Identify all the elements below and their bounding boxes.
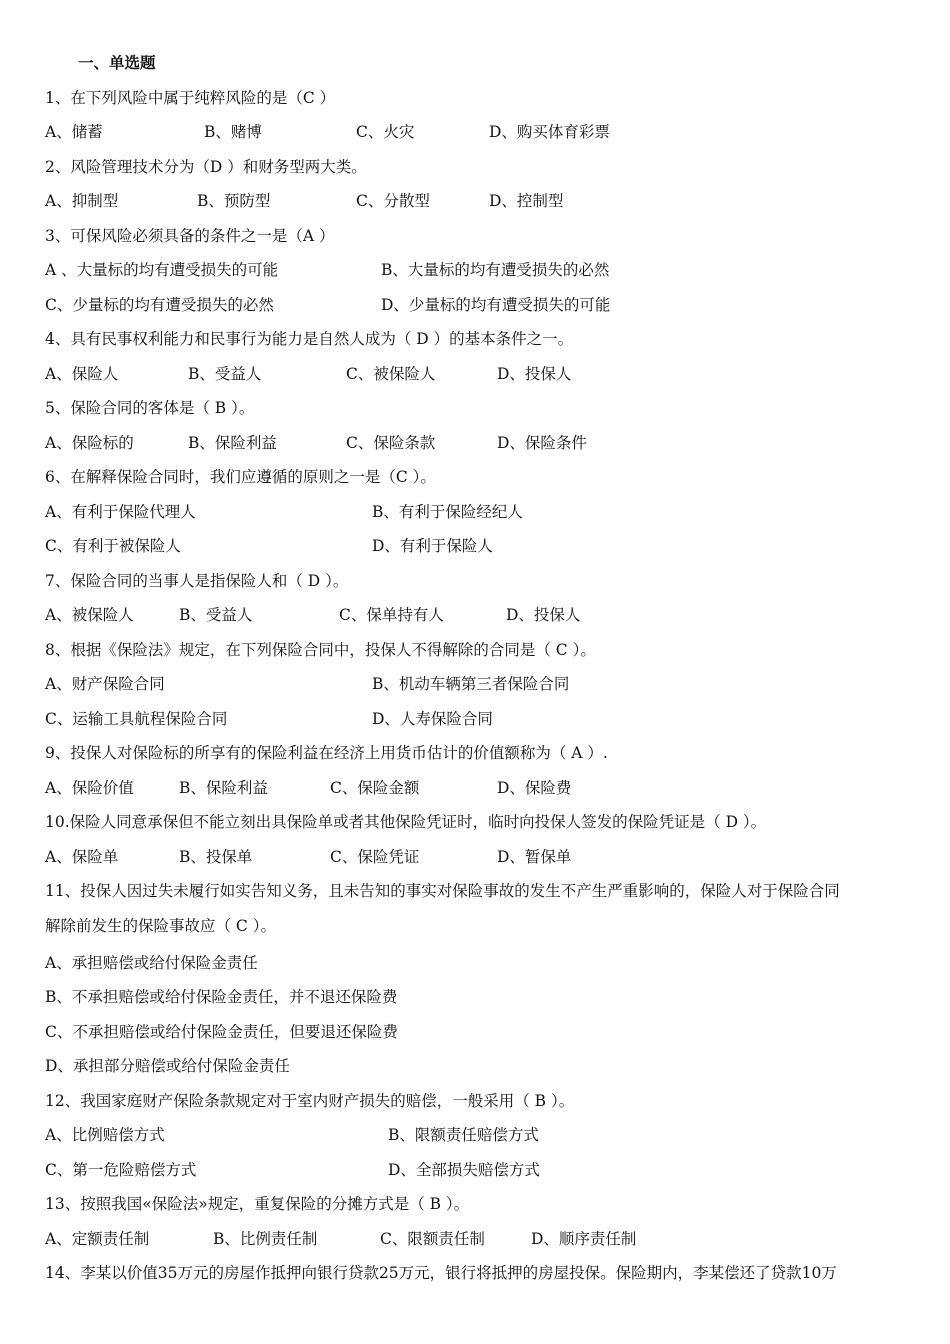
question-stem: 6、在解释保险合同时，我们应遵循的原则之一是（C ）。: [45, 468, 436, 486]
option: B、不承担赔偿或给付保险金责任，并不退还保险费: [45, 988, 398, 1006]
option: B、比例责任制: [213, 1230, 318, 1248]
question-stem: 13、按照我国«保险法»规定，重复保险的分摊方式是（ B ）。: [45, 1195, 470, 1213]
question-stem: 3、可保风险必须具备的条件之一是（A ）: [45, 227, 335, 245]
option: D、有利于保险人: [372, 537, 493, 555]
option: B、投保单: [179, 848, 253, 866]
option: C、保险条款: [346, 434, 436, 452]
option: D、顺序责任制: [531, 1230, 637, 1248]
option: A、抑制型: [45, 192, 119, 210]
option: C、少量标的均有遭受损失的必然: [45, 296, 274, 314]
option: C、保单持有人: [339, 606, 444, 624]
option: D、人寿保险合同: [372, 710, 493, 728]
question-stem: 5、保险合同的客体是（ B ）。: [45, 399, 255, 417]
option: C、第一危险赔偿方式: [45, 1161, 197, 1179]
option: A、承担赔偿或给付保险金责任: [45, 954, 258, 972]
option: D、少量标的均有遭受损失的可能: [381, 296, 611, 314]
option: B、机动车辆第三者保险合同: [372, 675, 570, 693]
option: B、预防型: [197, 192, 271, 210]
option: D、保险费: [497, 779, 572, 797]
question-stem: 2、风险管理技术分为（D ）和财务型两大类。: [45, 158, 367, 176]
option: A、比例赔偿方式: [45, 1126, 165, 1144]
option: A、被保险人: [45, 606, 134, 624]
question-stem: 12、我国家庭财产保险条款规定对于室内财产损失的赔偿，一般采用（ B ）。: [45, 1092, 575, 1110]
option: A、定额责任制: [45, 1230, 150, 1248]
option: D、保险条件: [497, 434, 587, 452]
option: D、投保人: [497, 365, 572, 383]
option: B、大量标的均有遭受损失的必然: [381, 261, 610, 279]
option: B、受益人: [179, 606, 253, 624]
option: D、暂保单: [497, 848, 572, 866]
option: A、有利于保险代理人: [45, 503, 196, 521]
option: A、保险单: [45, 848, 119, 866]
question-stem: 10.保险人同意承保但不能立刻出具保险单或者其他保险凭证时，临时向投保人签发的保险凭证是（ D ）。: [45, 813, 767, 831]
option: C、保险凭证: [330, 848, 420, 866]
option: A、财产保险合同: [45, 675, 165, 693]
option: A、保险标的: [45, 434, 134, 452]
option: A、保险价值: [45, 779, 134, 797]
option: A 、大量标的均有遭受损失的可能: [45, 261, 279, 279]
option: A、储蓄: [45, 123, 103, 141]
option: C、保险金额: [330, 779, 420, 797]
option: C、火灾: [356, 123, 415, 141]
option: C、不承担赔偿或给付保险金责任，但要退还保险费: [45, 1023, 398, 1041]
question-stem: 1、在下列风险中属于纯粹风险的是（C ）: [45, 89, 336, 107]
option: A、保险人: [45, 365, 119, 383]
option: C、分散型: [356, 192, 430, 210]
question-stem: 8、根据《保险法》规定，在下列保险合同中，投保人不得解除的合同是（ C ）。: [45, 641, 596, 659]
option: C、运输工具航程保险合同: [45, 710, 228, 728]
question-stem: 14、李某以价值35万元的房屋作抵押向银行贷款25万元，银行将抵押的房屋投保。保险期内，李某偿还了贷款10万: [45, 1264, 837, 1282]
option: C、被保险人: [346, 365, 436, 383]
option: C、限额责任制: [380, 1230, 485, 1248]
option: D、承担部分赔偿或给付保险金责任: [45, 1057, 290, 1075]
question-stem-continued: 解除前发生的保险事故应（ C ）。: [45, 917, 276, 935]
option: D、购买体育彩票: [489, 123, 610, 141]
option: B、受益人: [188, 365, 262, 383]
option: B、赌博: [204, 123, 262, 141]
option: B、有利于保险经纪人: [372, 503, 523, 521]
question-stem: 4、具有民事权利能力和民事行为能力是自然人成为（ D ）的基本条件之一。: [45, 330, 574, 348]
section-title: 一、单选题: [78, 53, 156, 72]
option: D、全部损失赔偿方式: [388, 1161, 540, 1179]
question-stem: 11、投保人因过失未履行如实告知义务，且未告知的事实对保险事故的发生不产生严重影响的，保险人对于保险合同: [45, 882, 840, 900]
option: C、有利于被保险人: [45, 537, 181, 555]
option: D、控制型: [489, 192, 564, 210]
option: B、保险利益: [188, 434, 277, 452]
option: B、限额责任赔偿方式: [388, 1126, 539, 1144]
question-stem: 7、保险合同的当事人是指保险人和（ D ）。: [45, 572, 349, 590]
question-stem: 9、投保人对保险标的所享有的保险利益在经济上用货币估计的价值额称为（ A ）.: [45, 744, 608, 762]
option: B、保险利益: [179, 779, 268, 797]
option: D、投保人: [506, 606, 581, 624]
